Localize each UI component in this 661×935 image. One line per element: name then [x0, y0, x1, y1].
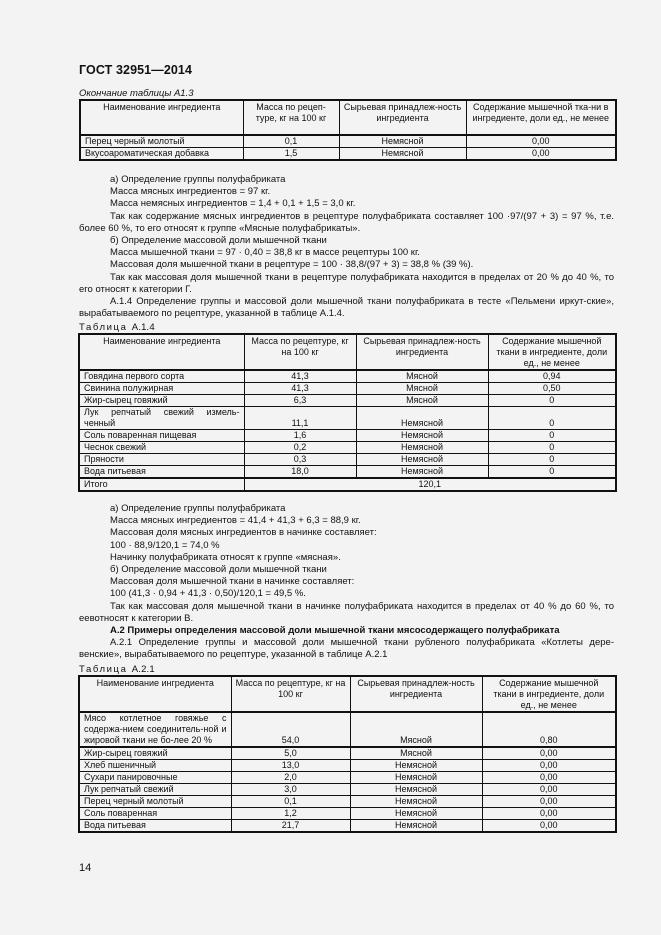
header-cell: Сырьевая принадлеж-ность ингредиента — [356, 334, 488, 370]
caption-word: Таблица — [79, 322, 128, 333]
header-cell: Сырьевая принадлеж-ность ингредиента — [339, 100, 466, 135]
header-cell: Содержание мышечной тка-ни в ингредиенте, доли ед., не менее — [466, 100, 616, 135]
cell-mass: 41,3 — [244, 383, 356, 395]
cell-origin: Мясной — [350, 747, 482, 760]
table-header-row — [79, 676, 616, 712]
table-row — [79, 383, 616, 395]
cell-ingredient: Вкусоароматическая добавка — [80, 148, 243, 161]
cell-muscle: 0,00 — [466, 135, 616, 148]
total-label: Итого — [79, 478, 244, 491]
cell-origin: Немясной — [356, 454, 488, 466]
table-a14-caption — [79, 322, 155, 333]
table-row — [79, 442, 616, 454]
section-1-text — [79, 174, 614, 320]
cell-ingredient: Вода питьевая — [79, 820, 231, 833]
cell-mass: 54,0 — [231, 712, 350, 747]
cell-ingredient: Мясо котлетное говяжье с содержа-нием соединитель-ной и жировой ткани не бо-лее 20 % — [79, 712, 231, 747]
cell-mass: 21,7 — [231, 820, 350, 833]
cell-ingredient: Лук репчатый свежий измель-ченный — [79, 407, 244, 430]
total-value: 120,1 — [244, 478, 616, 491]
paragraph: Массовая доля мышечной ткани в начинке составляет: — [110, 576, 355, 588]
cell-origin: Немясной — [356, 466, 488, 479]
cell-muscle: 0,00 — [482, 772, 616, 784]
cell-ingredient: Чеснок свежий — [79, 442, 244, 454]
paragraph: 100 (41,3 · 0,94 + 41,3 · 0,50)/120,1 = 49,5 %. — [110, 588, 306, 600]
table-a21 — [78, 675, 617, 833]
cell-origin: Немясной — [350, 760, 482, 772]
cell-ingredient: Говядина первого сорта — [79, 370, 244, 383]
cell-mass: 0,1 — [231, 796, 350, 808]
cell-mass: 41,3 — [244, 370, 356, 383]
header-cell: Сырьевая принадлеж-ность ингредиента — [350, 676, 482, 712]
cell-mass: 0,2 — [244, 442, 356, 454]
table-row — [79, 808, 616, 820]
header-cell: Содержание мышечной ткани в ингредиенте, доли ед., не менее — [482, 676, 616, 712]
cell-muscle: 0,00 — [482, 747, 616, 760]
table-row — [79, 784, 616, 796]
table-row — [79, 712, 616, 747]
cell-origin: Мясной — [356, 395, 488, 407]
cell-mass: 0,3 — [244, 454, 356, 466]
cell-ingredient: Вода питьевая — [79, 466, 244, 479]
table-row — [79, 407, 616, 430]
cell-muscle: 0 — [488, 430, 616, 442]
cell-ingredient: Лук репчатый свежий — [79, 784, 231, 796]
caption-word: Таблица — [79, 664, 128, 675]
cell-origin: Мясной — [356, 383, 488, 395]
table-total-row — [79, 478, 616, 491]
cell-mass: 18,0 — [244, 466, 356, 479]
table-row — [80, 135, 616, 148]
cell-mass: 11,1 — [244, 407, 356, 430]
table-row — [79, 820, 616, 833]
cell-mass: 13,0 — [231, 760, 350, 772]
cell-muscle: 0,50 — [488, 383, 616, 395]
paragraph: Масса мышечной ткани = 97 · 0,40 = 38,8 кг в массе рецептуры 100 кг. — [110, 247, 420, 259]
header-cell: Наименование ингредиента — [80, 100, 243, 135]
cell-origin: Немясной — [339, 135, 466, 148]
cell-origin: Немясной — [356, 407, 488, 430]
table-row — [79, 370, 616, 383]
table-a21-caption — [79, 664, 155, 675]
page-number: 14 — [79, 862, 92, 874]
cell-mass: 1,6 — [244, 430, 356, 442]
table-a13-caption: Окончание таблицы А1.3 — [79, 88, 194, 99]
cell-ingredient: Соль поваренная — [79, 808, 231, 820]
cell-origin: Немясной — [350, 772, 482, 784]
paragraph: Масса мясных ингредиентов = 97 кг. — [110, 186, 271, 198]
document-title: ГОСТ 32951—2014 — [79, 63, 193, 77]
table-a13 — [79, 99, 617, 161]
paragraph: Массовая доля мышечной ткани в рецептуре = 100 · 38,8/(97 + 3) = 38,8 % (39 %). — [110, 259, 474, 271]
cell-ingredient: Перец черный молотый — [80, 135, 243, 148]
cell-ingredient: Соль поваренная пищевая — [79, 430, 244, 442]
table-row — [79, 430, 616, 442]
cell-muscle: 0,00 — [482, 784, 616, 796]
table-row — [79, 395, 616, 407]
table-header-row — [80, 100, 616, 135]
cell-mass: 1,5 — [243, 148, 339, 161]
cell-muscle: 0,00 — [466, 148, 616, 161]
section-2-text — [79, 503, 614, 662]
paragraph: 100 · 88,9/120,1 = 74,0 % — [110, 539, 220, 551]
cell-ingredient: Свинина полужирная — [79, 383, 244, 395]
table-row — [79, 747, 616, 760]
cell-origin: Немясной — [356, 430, 488, 442]
table-row — [79, 796, 616, 808]
paragraph: Массовая доля мясных ингредиентов в начинке составляет: — [110, 527, 377, 539]
section-heading: А.2 Примеры определения массовой доли мышечной ткани мясосодержащего полуфабриката — [110, 625, 560, 637]
paragraph: Масса мясных ингредиентов = 41,4 + 41,3 + 6,3 = 88,9 кг. — [110, 515, 361, 527]
paragraph: Масса немясных ингредиентов = 1,4 + 0,1 + 1,5 = 3,0 кг. — [110, 198, 356, 210]
cell-muscle: 0 — [488, 466, 616, 479]
header-cell: Содержание мышечной ткани в ингредиенте, доли ед., не менее — [488, 334, 616, 370]
paragraph: а) Определение группы полуфабриката — [110, 503, 286, 514]
paragraph: а) Определение группы полуфабриката — [110, 174, 286, 185]
table-row — [79, 466, 616, 479]
paragraph: Начинку полуфабриката относят к группе «мясная». — [110, 551, 341, 563]
cell-muscle: 0 — [488, 407, 616, 430]
cell-muscle: 0 — [488, 442, 616, 454]
cell-muscle: 0,00 — [482, 760, 616, 772]
cell-origin: Немясной — [350, 784, 482, 796]
table-row — [79, 760, 616, 772]
cell-mass: 1,2 — [231, 808, 350, 820]
cell-muscle: 0,80 — [482, 712, 616, 747]
cell-muscle: 0,00 — [482, 808, 616, 820]
paragraph: А.1.4 Определение группы и массовой доли мышечной ткани полуфабриката в тесте «Пельмени иркут-ские», вырабатываемого по рецептуре, указанной в таблице А.1.4. — [79, 296, 614, 320]
paragraph: Так как массовая доля мышечной ткани в рецептуре полуфабриката находится в пределах от 20 % до 40 %, то его относят к категории Г. — [79, 271, 614, 295]
cell-origin: Немясной — [339, 148, 466, 161]
table-header-row — [79, 334, 616, 370]
cell-origin: Немясной — [356, 442, 488, 454]
cell-ingredient: Сухари панировочные — [79, 772, 231, 784]
cell-muscle: 0,00 — [482, 796, 616, 808]
cell-ingredient: Пряности — [79, 454, 244, 466]
paragraph: А.2.1 Определение группы и массовой доли мышечной ткани рубленого полуфабриката «Котлеты дере-венские», вырабатываемого по рецептуре, указанной в таблице А.2.1 — [79, 637, 614, 661]
cell-mass: 3,0 — [231, 784, 350, 796]
header-cell: Масса по рецептуре, кг на 100 кг — [244, 334, 356, 370]
table-row — [79, 454, 616, 466]
paragraph: Так как массовая доля мышечной ткани в начинке полуфабриката находится в пределах от 40 % до 60 %, то еевотносят к категории В. — [79, 600, 614, 624]
cell-mass: 6,3 — [244, 395, 356, 407]
cell-origin: Мясной — [356, 370, 488, 383]
table-a14 — [78, 333, 617, 492]
cell-mass: 2,0 — [231, 772, 350, 784]
header-cell: Наименование ингредиента — [79, 676, 231, 712]
table-row — [80, 148, 616, 161]
cell-origin: Немясной — [350, 796, 482, 808]
cell-ingredient: Хлеб пшеничный — [79, 760, 231, 772]
cell-mass: 0,1 — [243, 135, 339, 148]
cell-ingredient: Жир-сырец говяжий — [79, 395, 244, 407]
paragraph: б) Определение массовой доли мышечной ткани — [110, 235, 327, 247]
cell-mass: 5,0 — [231, 747, 350, 760]
header-cell: Масса по рецеп-туре, кг на 100 кг — [243, 100, 339, 135]
cell-muscle: 0,00 — [482, 820, 616, 833]
cell-origin: Немясной — [350, 820, 482, 833]
cell-ingredient: Перец черный молотый — [79, 796, 231, 808]
paragraph: Так как содержание мясных ингредиентов в рецептуре полуфабриката составляет 100 ·97/(97 + 3) = 97 %, т.е. более 60 %, то его относят к группе «Мясные полуфабрикаты». — [79, 210, 614, 234]
paragraph: б) Определение массовой доли мышечной ткани — [110, 564, 327, 576]
header-cell: Наименование ингредиента — [79, 334, 244, 370]
cell-ingredient: Жир-сырец говяжий — [79, 747, 231, 760]
cell-origin: Немясной — [350, 808, 482, 820]
caption-number: А.2.1 — [131, 664, 155, 675]
cell-origin: Мясной — [350, 712, 482, 747]
table-row — [79, 772, 616, 784]
header-cell: Масса по рецептуре, кг на 100 кг — [231, 676, 350, 712]
cell-muscle: 0 — [488, 454, 616, 466]
cell-muscle: 0 — [488, 395, 616, 407]
cell-muscle: 0,94 — [488, 370, 616, 383]
caption-number: А.1.4 — [131, 322, 155, 333]
